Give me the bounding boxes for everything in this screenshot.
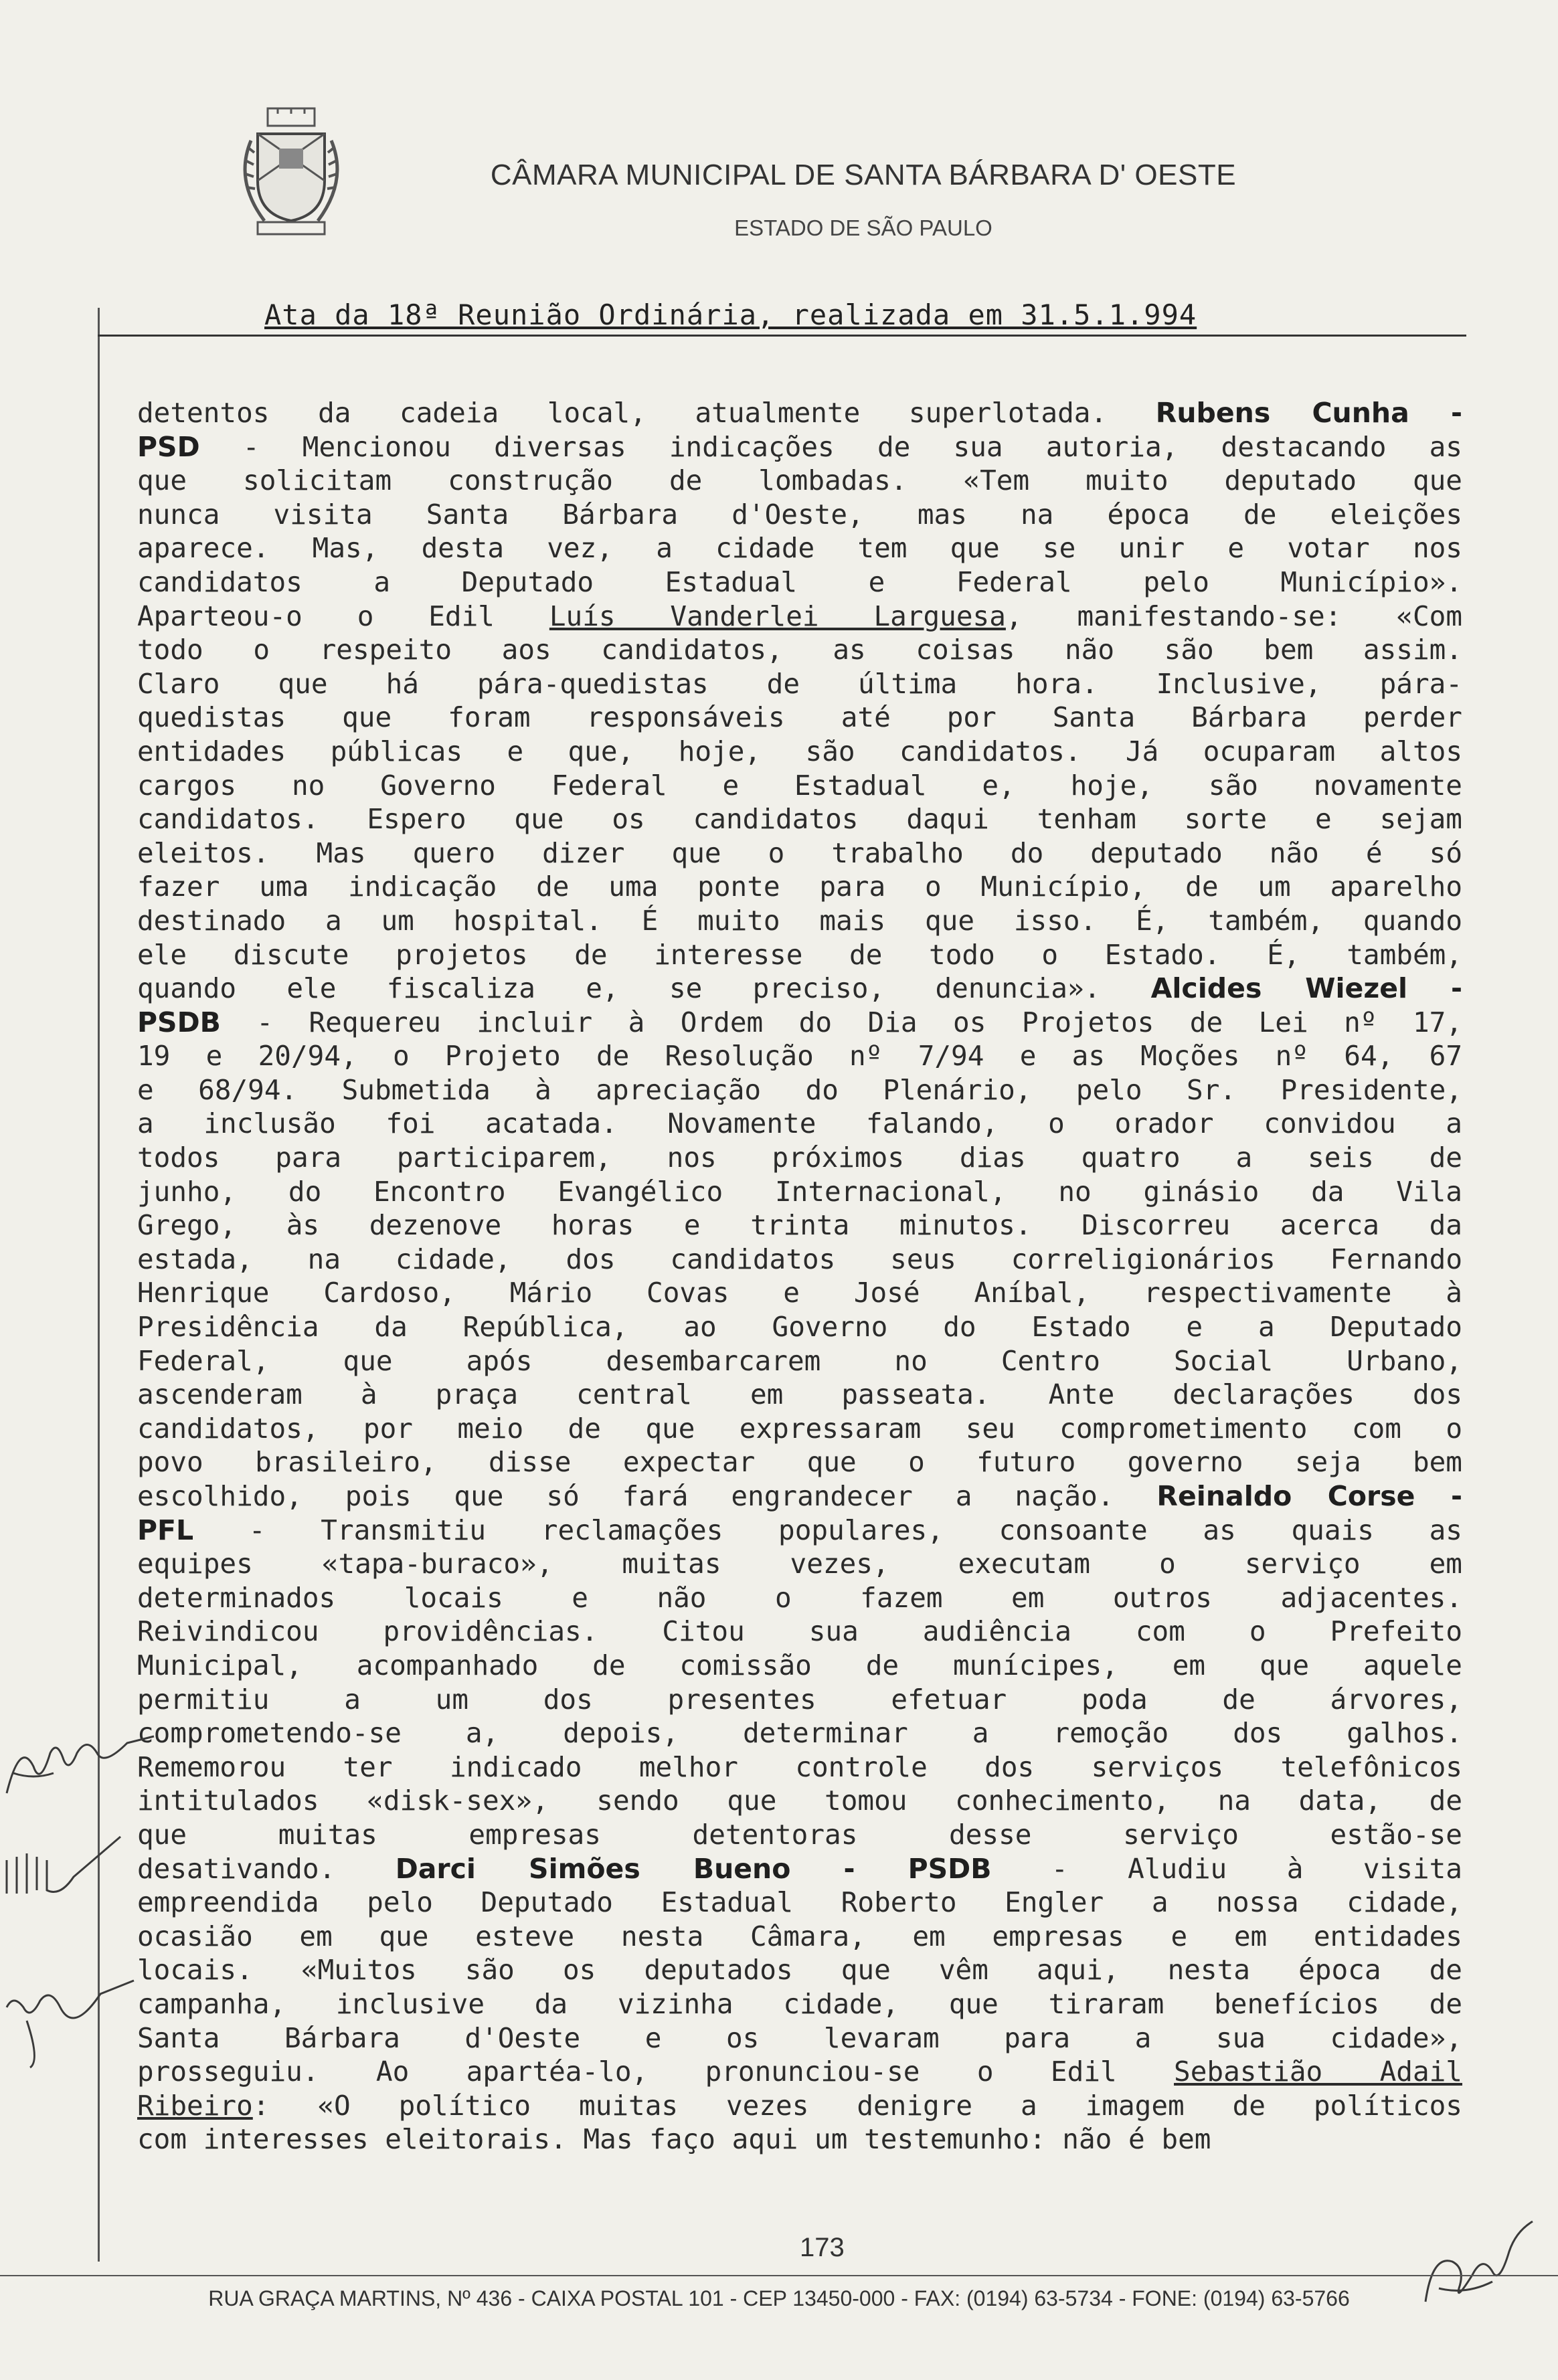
text-line bbox=[137, 1784, 1462, 1818]
text-line bbox=[137, 1310, 1462, 1344]
text-segment: Federal, que após desembarcarem no Centro Social Urbano, bbox=[137, 1344, 1462, 1377]
text-segment: candidatos, por meio de que expressaram seu comprometimento com o bbox=[137, 1412, 1462, 1445]
text-segment: locais. «Muitos são os deputados que vêm aqui, nesta época de bbox=[137, 1954, 1462, 1987]
text-line bbox=[137, 1479, 1462, 1514]
text-segment: permitiu a um dos presentes efetuar poda de árvores, bbox=[137, 1683, 1462, 1716]
text-line bbox=[137, 2055, 1462, 2089]
speaker-name: PSDB bbox=[137, 1006, 221, 1038]
text-line bbox=[137, 2122, 1462, 2157]
text-line bbox=[137, 904, 1462, 938]
text-line bbox=[137, 1243, 1462, 1277]
speaker-name: Darci Simões Bueno - PSDB bbox=[395, 1852, 992, 1885]
text-line bbox=[137, 1581, 1462, 1615]
state-name: ESTADO DE SÃO PAULO bbox=[734, 215, 992, 240]
text-line bbox=[137, 1141, 1462, 1175]
text-segment: a inclusão foi acatada. Novamente falando, o orador convidou a bbox=[137, 1107, 1462, 1140]
text-segment: , manifestando-se: «Com bbox=[1005, 600, 1462, 632]
text-segment: todos para participarem, nos próximos dias quatro a seis de bbox=[137, 1141, 1462, 1174]
text-segment: eleitos. Mas quero dizer que o trabalho do deputado não é só bbox=[137, 836, 1462, 869]
text-segment: Aparteou-o o Edil bbox=[137, 600, 549, 632]
text-segment: Henrique Cardoso, Mário Covas e José Aníbal, respectivamente à bbox=[137, 1277, 1462, 1309]
text-line bbox=[137, 2089, 1462, 2123]
text-line bbox=[137, 1683, 1462, 1717]
text-segment: fazer uma indicação de uma ponte para o Município, de um aparelho bbox=[137, 871, 1462, 903]
text-line bbox=[137, 600, 1462, 634]
text-line bbox=[137, 1006, 1462, 1040]
text-line bbox=[137, 498, 1462, 532]
text-segment: Santa Bárbara d'Oeste e os levaram para a sua cidade», bbox=[137, 2021, 1462, 2054]
speaker-name: Alcides Wiezel - bbox=[1150, 972, 1462, 1005]
text-segment: ocasião em que esteve nesta Câmara, em empresas e em entidades bbox=[137, 1920, 1462, 1952]
text-line bbox=[137, 870, 1462, 904]
text-segment: Claro que há pára-quedistas de última hora. Inclusive, pára- bbox=[137, 667, 1462, 700]
text-segment: Reivindicou providências. Citou sua audiência com o Prefeito bbox=[137, 1615, 1462, 1648]
text-line bbox=[137, 1615, 1462, 1649]
text-segment: campanha, inclusive da vizinha cidade, que tiraram benefícios de bbox=[137, 1987, 1462, 2020]
text-line bbox=[137, 1547, 1462, 1581]
text-segment: desativando. bbox=[137, 1852, 396, 1885]
text-segment: e 68/94. Submetida à apreciação do Plenário, pelo Sr. Presidente, bbox=[137, 1073, 1462, 1106]
footer-address: RUA GRAÇA MARTINS, Nº 436 - CAIXA POSTAL 101 - CEP 13450-000 - FAX: (0194) 63-5734 - FONE: (0194) 63-5766 bbox=[208, 2286, 1350, 2310]
text-line bbox=[137, 1039, 1462, 1073]
edil-name: Ribeiro bbox=[137, 2089, 253, 2122]
text-line bbox=[137, 802, 1462, 836]
margin-signature-3-icon bbox=[0, 1960, 141, 2074]
text-segment: escolhido, pois que só fará engrandecer a nação. bbox=[137, 1480, 1157, 1512]
text-segment: que muitas empresas detentoras desse serviço estão-se bbox=[137, 1818, 1462, 1851]
page-number: 173 bbox=[800, 2233, 845, 2262]
text-line bbox=[137, 836, 1462, 871]
text-segment: - Aludiu à visita bbox=[991, 1852, 1462, 1885]
text-segment: comprometendo-se a, depois, determinar a remoção dos galhos. bbox=[137, 1717, 1462, 1750]
text-segment: empreendida pelo Deputado Estadual Roberto Engler a nossa cidade, bbox=[137, 1886, 1462, 1919]
text-segment: ascenderam à praça central em passeata. Ante declarações dos bbox=[137, 1378, 1462, 1411]
text-segment: intitulados «disk-sex», sendo que tomou conhecimento, na data, de bbox=[137, 1784, 1462, 1817]
text-segment: nunca visita Santa Bárbara d'Oeste, mas na época de eleições bbox=[137, 498, 1462, 531]
text-segment: Grego, às dezenove horas e trinta minutos. Discorreu acerca da bbox=[137, 1209, 1462, 1242]
text-segment: - Requereu incluir à Ordem do Dia os Projetos de Lei nº 17, bbox=[220, 1006, 1462, 1038]
text-segment: com interesses eleitorais. Mas faço aqui um testemunho: não é bem bbox=[137, 2123, 1211, 2156]
text-line bbox=[137, 938, 1462, 972]
text-line bbox=[137, 1987, 1462, 2021]
minutes-heading: Ata da 18ª Reunião Ordinária, realizada em 31.5.1.994 bbox=[264, 298, 1197, 331]
text-line bbox=[137, 1276, 1462, 1310]
edil-name: Luís Vanderlei Larguesa bbox=[549, 600, 1006, 632]
text-line bbox=[137, 972, 1462, 1006]
text-segment: Rememorou ter indicado melhor controle dos serviços telefônicos bbox=[137, 1750, 1462, 1783]
text-line bbox=[137, 1412, 1462, 1446]
text-segment: - Transmitiu reclamações populares, consoante as quais as bbox=[193, 1514, 1462, 1546]
speaker-name: PSD bbox=[137, 430, 200, 463]
minutes-body bbox=[137, 396, 1462, 2157]
text-segment: estada, na cidade, dos candidatos seus correligionários Fernando bbox=[137, 1243, 1462, 1275]
margin-signature-1-icon bbox=[0, 1733, 161, 1807]
text-line bbox=[137, 1175, 1462, 1209]
text-segment: todo o respeito aos candidatos, as coisas não são bem assim. bbox=[137, 634, 1462, 666]
text-line bbox=[137, 1208, 1462, 1243]
text-line bbox=[137, 1716, 1462, 1750]
text-line bbox=[137, 1818, 1462, 1852]
text-line bbox=[137, 531, 1462, 565]
text-line bbox=[137, 769, 1462, 803]
text-segment: quedistas que foram responsáveis até por Santa Bárbara perder bbox=[137, 701, 1462, 734]
text-line bbox=[137, 1514, 1462, 1548]
speaker-name: PFL bbox=[137, 1514, 194, 1546]
speaker-name: Reinaldo Corse - bbox=[1156, 1480, 1462, 1512]
text-segment: aparece. Mas, desta vez, a cidade tem que se unir e votar nos bbox=[137, 532, 1462, 565]
text-line bbox=[137, 430, 1462, 464]
text-segment: cargos no Governo Federal e Estadual e, hoje, são novamente bbox=[137, 769, 1462, 802]
text-line bbox=[137, 396, 1462, 430]
edil-name: Sebastião Adail bbox=[1174, 2055, 1462, 2088]
text-line bbox=[137, 1445, 1462, 1479]
heading-rule bbox=[98, 335, 1466, 337]
text-segment: ele discute projetos de interesse de todo o Estado. É, também, bbox=[137, 938, 1462, 971]
text-line bbox=[137, 1073, 1462, 1107]
text-segment: - Mencionou diversas indicações de sua autoria, destacando as bbox=[199, 430, 1462, 463]
text-line bbox=[137, 633, 1462, 667]
text-line bbox=[137, 1953, 1462, 1987]
text-segment: quando ele fiscaliza e, se preciso, denuncia». bbox=[137, 972, 1151, 1005]
margin-signature-2-icon bbox=[0, 1833, 134, 1914]
text-line bbox=[137, 667, 1462, 701]
text-segment: candidatos a Deputado Estadual e Federal pelo Município». bbox=[137, 565, 1462, 598]
text-line bbox=[137, 1886, 1462, 1920]
text-line bbox=[137, 1378, 1462, 1412]
text-line bbox=[137, 1920, 1462, 1954]
text-segment: povo brasileiro, disse expectar que o futuro governo seja bem bbox=[137, 1446, 1462, 1479]
text-line bbox=[137, 1344, 1462, 1378]
footer-rule bbox=[0, 2275, 1558, 2276]
text-line bbox=[137, 464, 1462, 498]
text-segment: 19 e 20/94, o Projeto de Resolução nº 7/94 e as Moções nº 64, 67 bbox=[137, 1040, 1462, 1073]
text-line bbox=[137, 565, 1462, 600]
text-line bbox=[137, 1649, 1462, 1683]
text-segment: detentos da cadeia local, atualmente superlotada. bbox=[137, 397, 1156, 429]
text-segment: : «O político muitas vezes denigre a imagem de políticos bbox=[252, 2089, 1462, 2122]
text-line bbox=[137, 735, 1462, 769]
text-line bbox=[137, 2021, 1462, 2055]
speaker-name: Rubens Cunha - bbox=[1155, 397, 1462, 429]
text-line bbox=[137, 1107, 1462, 1141]
text-line bbox=[137, 701, 1462, 735]
text-line bbox=[137, 1852, 1462, 1886]
text-segment: destinado a um hospital. É muito mais que isso. É, também, quando bbox=[137, 904, 1462, 937]
text-segment: que solicitam construção de lombadas. «Tem muito deputado que bbox=[137, 464, 1462, 497]
municipal-coat-of-arms-icon bbox=[238, 107, 345, 241]
text-segment: Presidência da República, ao Governo do Estado e a Deputado bbox=[137, 1311, 1462, 1344]
text-segment: equipes «tapa-buraco», muitas vezes, executam o serviço em bbox=[137, 1548, 1462, 1580]
text-segment: Municipal, acompanhado de comissão de munícipes, em que aquele bbox=[137, 1649, 1462, 1681]
text-segment: prosseguiu. Ao apartéa-lo, pronunciou-se o Edil bbox=[137, 2055, 1175, 2088]
text-segment: determinados locais e não o fazem em outros adjacentes. bbox=[137, 1581, 1462, 1614]
text-segment: candidatos. Espero que os candidatos daqui tenham sorte e sejam bbox=[137, 803, 1462, 836]
organization-name: CÂMARA MUNICIPAL DE SANTA BÁRBARA D' OESTE bbox=[490, 159, 1237, 191]
text-segment: entidades públicas e que, hoje, são candidatos. Já ocuparam altos bbox=[137, 735, 1462, 767]
text-line bbox=[137, 1750, 1462, 1784]
text-segment: junho, do Encontro Evangélico Internacional, no ginásio da Vila bbox=[137, 1175, 1462, 1208]
